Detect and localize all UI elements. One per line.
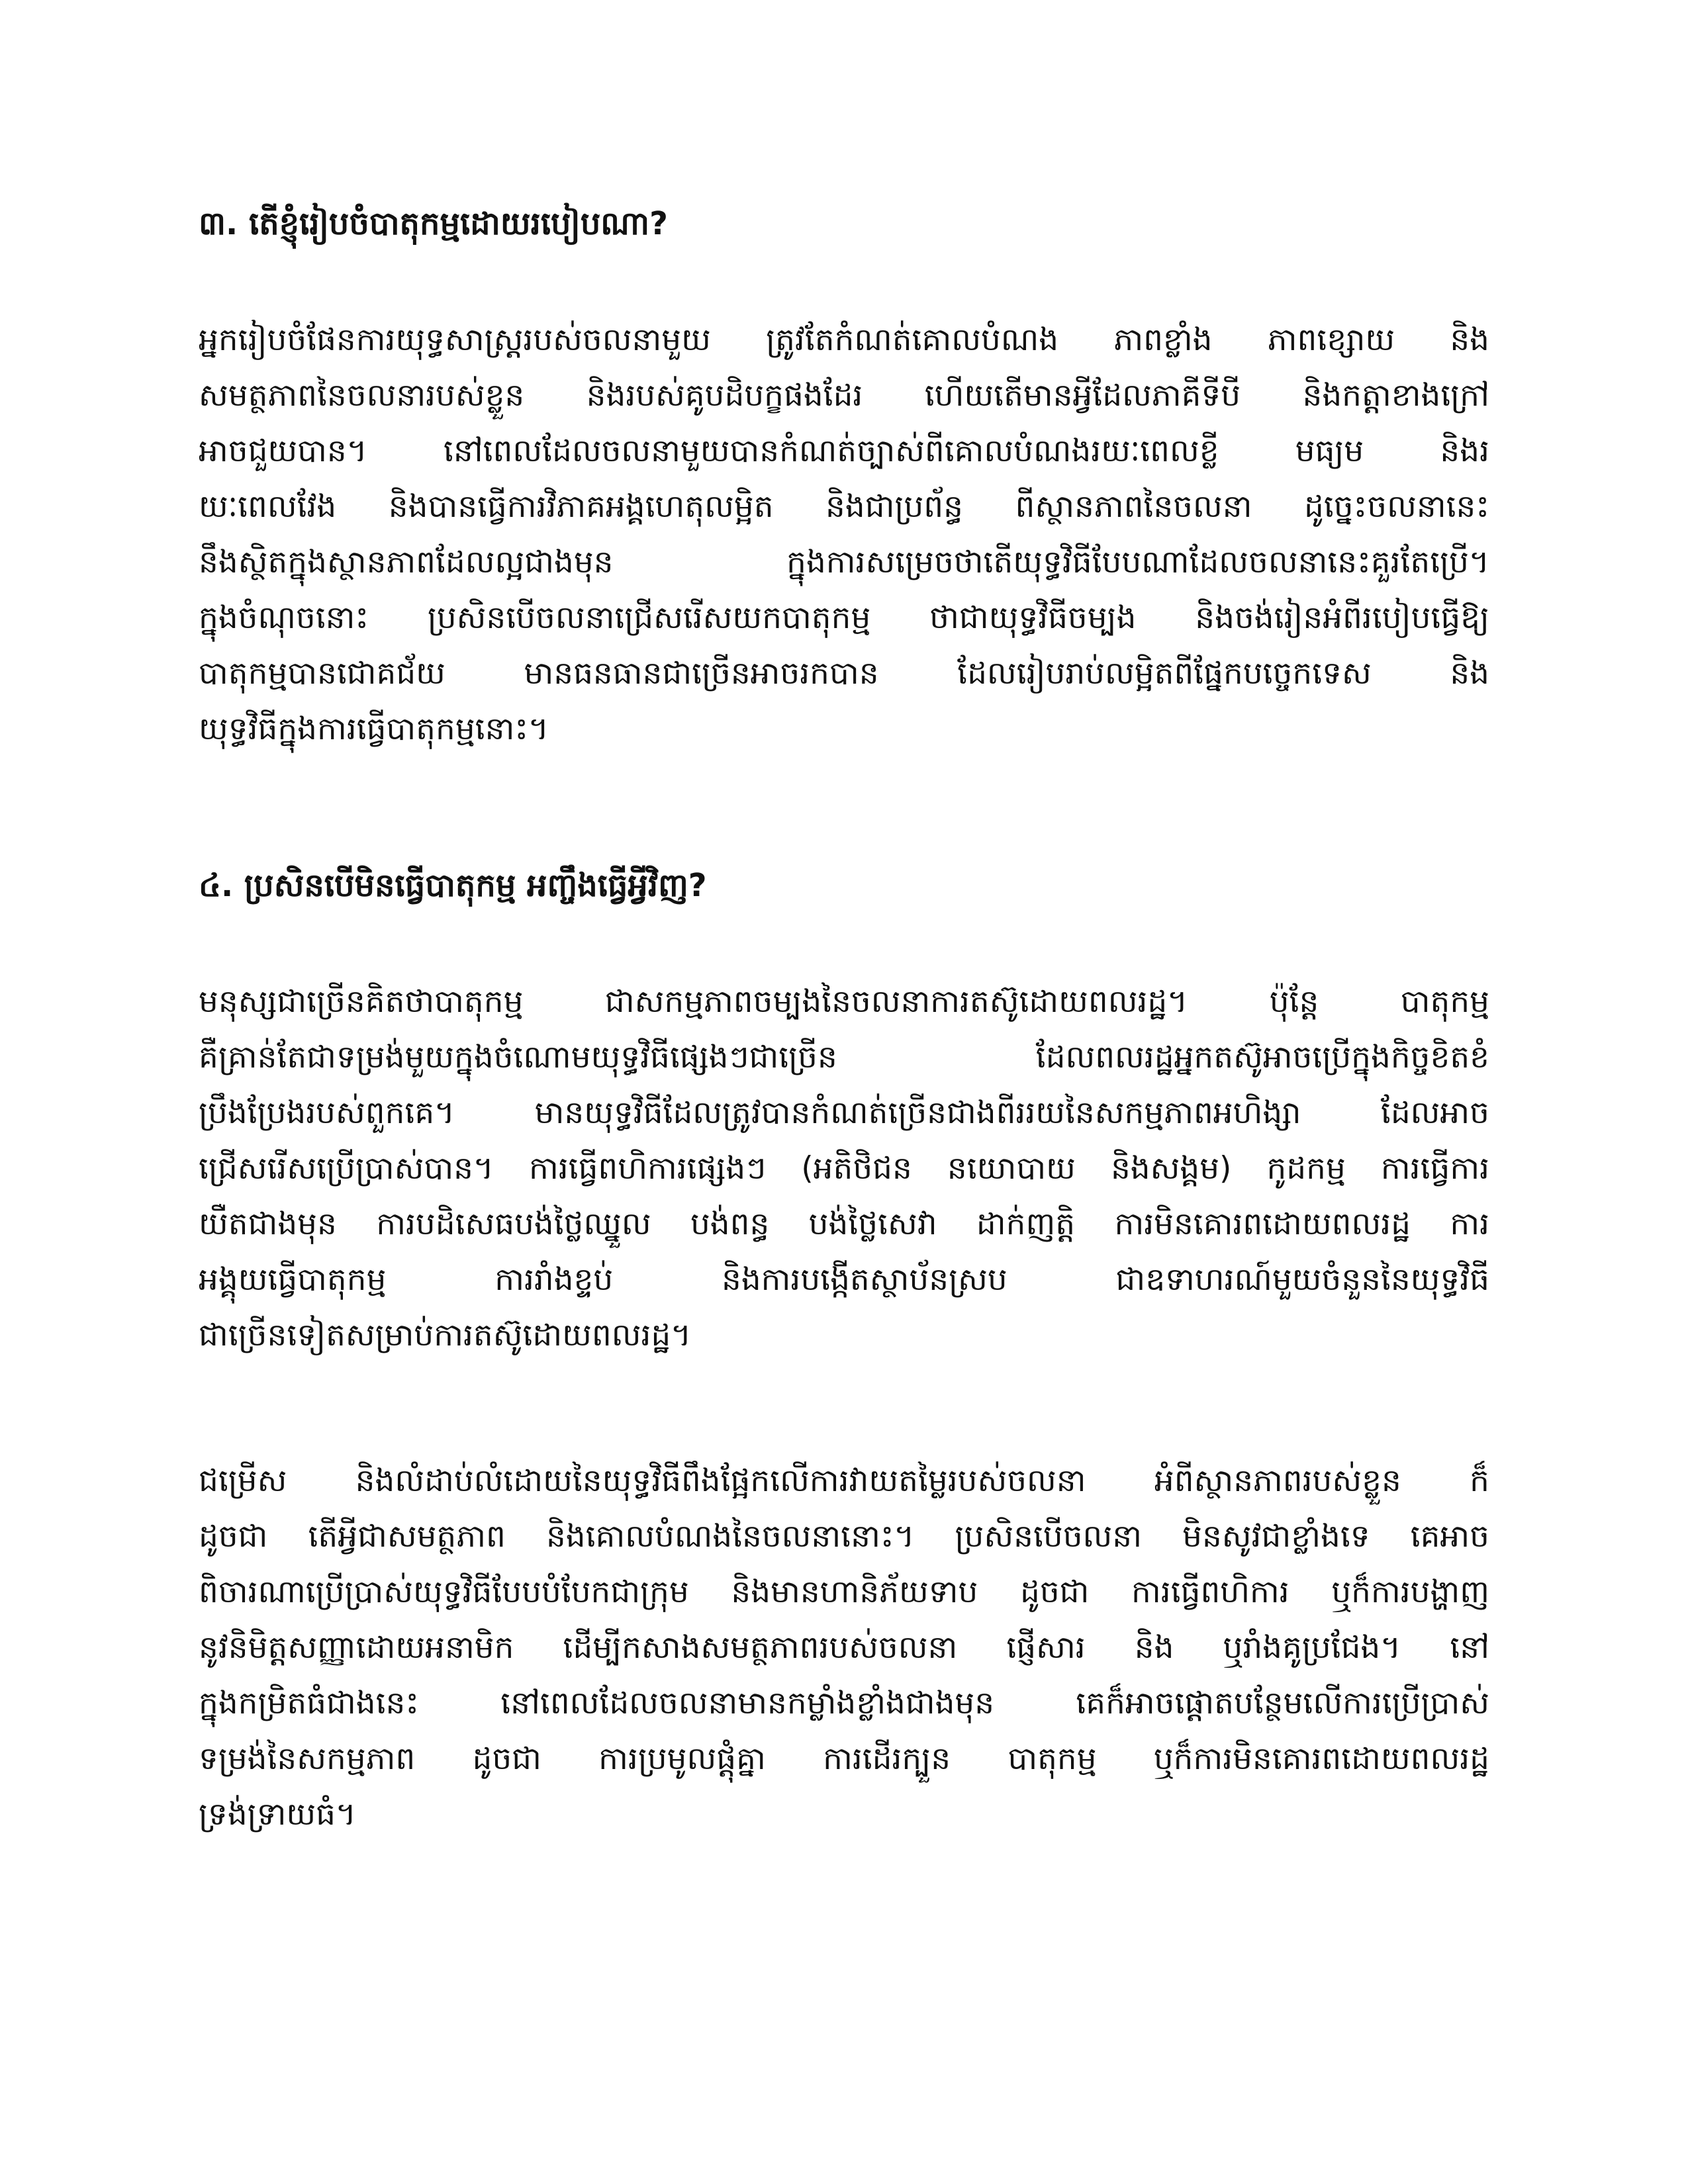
paragraph-line: សមត្ថភាពនៃចលនារបស់ខ្លួន និងរបស់គូបដិបក្ខផងដែរ ហើយតើមានអ្វីដែលភាគីទីបី និងកត្តាខាងក្រៅ [199,377,1489,414]
paragraph-line: ទ្រង់ទ្រាយធំ។ [199,1796,356,1833]
paragraph-line: ជាច្រើនទៀតសម្រាប់ការតស៊ូដោយពលរដ្ឋ។ [199,1317,692,1353]
paragraph-line: នឹងស្ថិតក្នុងស្ថានភាពដែលល្អជាងមុន ក្នុងការសម្រេចថាតើយុទ្ធវិធីបែបណាដែលចលនានេះគួរតែប្រើ។ [199,544,1489,580]
document-page [199,0,1489,2184]
paragraph-line: ទម្រង់នៃសកម្មភាព ដូចជា ការប្រមូលផ្តុំគ្នា ការដើរក្បួន បាតុកម្ម ឬក៏ការមិនគោរពដោយពលរដ្ឋ [199,1741,1489,1777]
paragraph-line: បាតុកម្មបានជោគជ័យ មានធនធានជាច្រើនអាចរកបាន ដែលរៀបរាប់លម្អិតពីផ្នែកបច្ចេកទេស និង [199,655,1489,692]
paragraph-line: គឺគ្រាន់តែជាទម្រង់មួយក្នុងចំណោមយុទ្ធវិធីផ្សេងៗជាច្រើន ដែលពលរដ្ឋអ្នកតស៊ូអាចប្រើក្នុងកិច្ចខិតខំ [199,1039,1489,1075]
paragraph-line: នូវនិមិត្តសញ្ញាដោយអនាមិក ដើម្បីកសាងសមត្ថភាពរបស់ចលនា ផ្ញើសារ និង ឬរាំងគូប្រជែង។ នៅ [199,1629,1489,1666]
paragraph-line: ប្រឹងប្រែងរបស់ពួកគេ។ មានយុទ្ធវិធីដែលត្រូវបានកំណត់ច្រើនជាងពីររយនៃសកម្មភាពអហិង្សា ដែលអាច [199,1095,1489,1131]
paragraph-line: អ្នករៀបចំផែនការយុទ្ធសាស្ត្ររបស់ចលនាមួយ ត្រូវតែកំណត់គោលបំណង ភាពខ្លាំង ភាពខ្សោយ និង [199,322,1489,358]
paragraph-line: ក្នុងកម្រិតធំជាងនេះ នៅពេលដែលចលនាមានកម្លាំងខ្លាំងជាងមុន គេក៏អាចផ្តោតបន្ថែមលើការប្រើប្រាស់ [199,1685,1489,1721]
paragraph-line: ជ្រើសរើសប្រើប្រាស់បាន។ ការធ្វើពហិការផ្សេងៗ (អតិថិជន នយោបាយ និងសង្គម) កូដកម្ម ការធ្វើការ [199,1150,1489,1187]
paragraph-section-4-a [199,974,1489,1363]
paragraph-line: អាចជួយបាន។ នៅពេលដែលចលនាមួយបានកំណត់ច្បាស់ពីគោលបំណងរយៈពេលខ្លី មធ្យម និងរ [199,433,1489,469]
paragraph-line: មនុស្សជាច្រើនគិតថាបាតុកម្ម ជាសកម្មភាពចម្បងនៃចលនាការតស៊ូដោយពលរដ្ឋ។ ប៉ុន្តែ បាតុកម្ម [199,983,1489,1020]
paragraph-line: ក្នុងចំណុចនោះ ប្រសិនបើចលនាជ្រើសរើសយកបាតុកម្ម ថាជាយុទ្ធវិធីចម្បង និងចង់រៀនអំពីរបៀបធ្វើឱ្យ [199,600,1489,636]
paragraph-line: យៈពេលវែង និងបានធ្វើការវិភាគអង្គហេតុលម្អិត និងជាប្រព័ន្ធ ពីស្ថានភាពនៃចលនា ដូច្នេះចលនានេះ [199,488,1489,525]
section-heading-3: ៣. តើខ្ញុំរៀបចំបាតុកម្មដោយរបៀបណា? [199,205,668,242]
paragraph-line: ជម្រើស និងលំដាប់លំដោយនៃយុទ្ធវិធីពឹងផ្អែកលើការវាយតម្លៃរបស់ចលនា អំពីស្ថានភាពរបស់ខ្លួន ក៏ [199,1463,1489,1499]
paragraph-section-3 [199,312,1489,757]
paragraph-line: អង្គុយធ្វើបាតុកម្ម ការរាំងខ្ទប់ និងការបង្កើតស្ថាប័នស្រប ជាឧទាហរណ៍មួយចំនួននៃយុទ្ធវិធី [199,1261,1489,1298]
paragraph-line: យុទ្ធវិធីក្នុងការធ្វើបាតុកម្មនោះ។ [199,711,549,747]
paragraph-line: យឺតជាងមុន ការបដិសេធបង់ថ្លៃឈ្នួល បង់ពន្ធ បង់ថ្លៃសេវា ដាក់ញត្តិ ការមិនគោរពដោយពលរដ្ឋ ការ [199,1206,1489,1242]
paragraph-line: ដូចជា តើអ្វីជាសមត្ថភាព និងគោលបំណងនៃចលនានោះ។ ប្រសិនបើចលនា មិនសូវជាខ្លាំងទេ គេអាច [199,1518,1489,1555]
paragraph-section-4-b [199,1453,1489,1843]
section-heading-4: ៤. ប្រសិនបើមិនធ្វើបាតុកម្ម អញ្ចឹងធ្វើអ្វីវិញ? [199,867,707,904]
paragraph-line: ពិចារណាប្រើប្រាស់យុទ្ធវិធីបែបបំបែកជាក្រុម និងមានហានិភ័យទាប ដូចជា ការធ្វើពហិការ ឬក៏ការបង្ហាញ [199,1574,1489,1610]
